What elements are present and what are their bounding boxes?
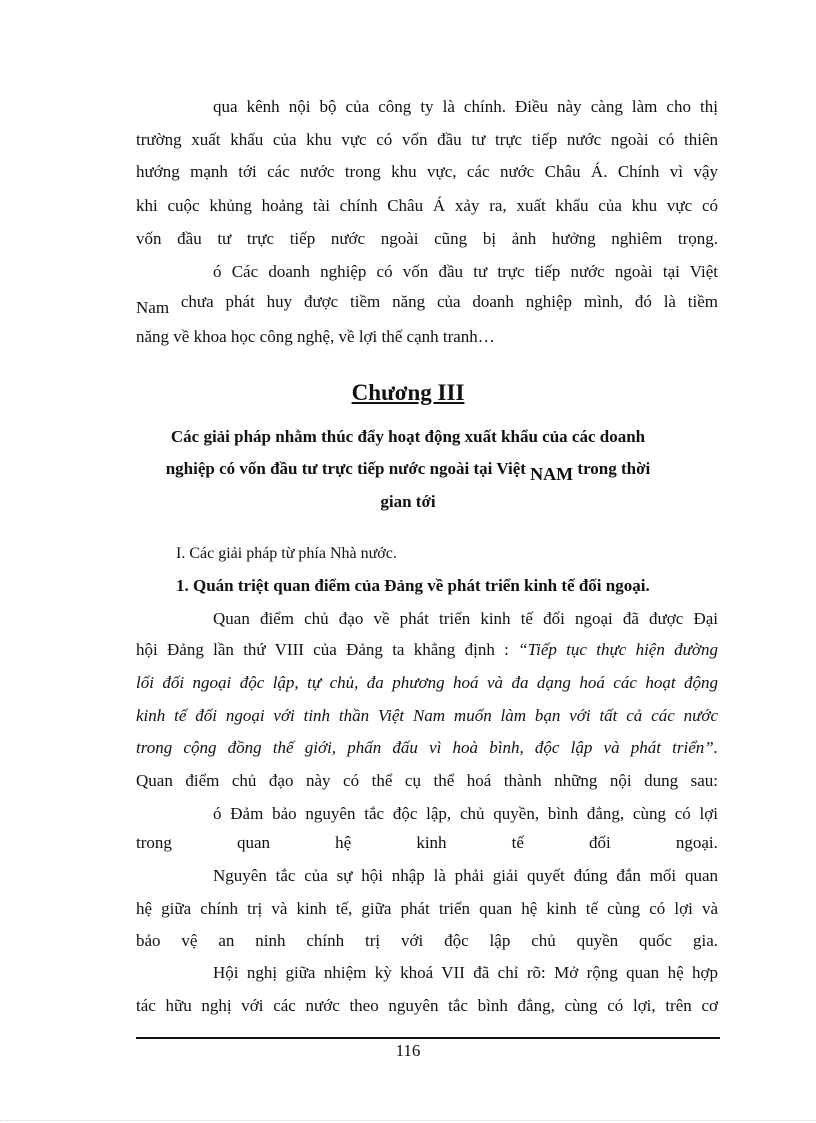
chapter-subtitle: Các giải pháp nhằm thúc đẩy hoạt động xuất khẩu của các doanh	[170, 427, 646, 446]
quote-text: “Tiếp tục thực hiện đường	[518, 640, 718, 659]
quote-line: lối đối ngoại độc lập, tự chủ, đa phương hoá và đa dạng hoá các hoạt động	[136, 673, 718, 692]
subtitle-text: nghiệp có vốn đầu tư trực tiếp nước ngoài tại Việt	[165, 459, 526, 478]
body-line: tác hữu nghị với các nước theo nguyên tắc bình đẳng, cùng có lợi, trên cơ	[136, 996, 718, 1015]
body-line: ó Các doanh nghiệp có vốn đầu tư trực tiếp nước ngoài tại Việt	[213, 262, 718, 281]
body-line: Nguyên tắc của sự hội nhập là phải giải quyết đúng đắn mối quan	[213, 866, 718, 885]
body-line: Hội nghị giữa nhiệm kỳ khoá VII đã chỉ rõ: Mở rộng quan hệ hợp	[213, 963, 718, 982]
word: ngoại.	[675, 833, 718, 852]
body-line	[136, 292, 719, 317]
body-line: trường xuất khẩu của khu vực có vốn đầu tư trực tiếp nước ngoài có thiên	[136, 130, 718, 149]
body-line: qua kênh nội bộ của công ty là chính. Điều này càng làm cho thị	[213, 97, 718, 116]
word: quan	[237, 833, 271, 852]
section-heading: I. Các giải pháp từ phía Nhà nước.	[176, 545, 397, 562]
quote-line: kinh tế đối ngoại với tinh thần Việt Nam muốn làm bạn với tất cả các nước	[136, 706, 718, 725]
footer-rule	[136, 1037, 720, 1039]
page-number: 116	[395, 1041, 421, 1060]
body-text: hội Đảng lần thứ VIII của Đảng ta khẳng định :	[136, 640, 509, 659]
word: đối	[589, 833, 611, 852]
quote-line: trong cộng đồng thế giới, phấn đấu vì hoà bình, độc lập và phát triển”.	[136, 738, 718, 757]
page-bottom-border	[0, 1120, 816, 1121]
body-line: bảo vệ an ninh chính trị với độc lập chủ quyền quốc gia.	[136, 931, 718, 950]
body-line: khi cuộc khủng hoảng tài chính Châu Á xảy ra, xuất khẩu của khu vực có	[136, 196, 718, 215]
subtitle-nam: NAM	[530, 464, 574, 484]
word: kinh	[416, 833, 447, 852]
subtitle-text: trong thời	[577, 459, 651, 478]
word: trong	[136, 833, 172, 852]
body-line: ó Đảm bảo nguyên tắc độc lập, chủ quyền, bình đẳng, cùng có lợi	[213, 804, 718, 823]
body-line: năng về khoa học công nghệ, về lợi thế cạnh tranh…	[136, 327, 495, 346]
chapter-subtitle: gian tới	[380, 492, 436, 511]
chapter-title: Chương III	[351, 380, 465, 405]
word: tế	[511, 833, 524, 852]
body-line: Quan điểm chủ đạo này có thể cụ thể hoá thành những nội dung sau:	[136, 771, 718, 790]
body-line-spread	[136, 833, 718, 853]
chapter-subtitle	[100, 458, 716, 484]
body-line: vốn đầu tư trực tiếp nước ngoài cũng bị ảnh hưởng nghiêm trọng.	[136, 229, 718, 248]
word: hệ	[335, 833, 352, 852]
body-line	[136, 640, 718, 660]
subsection-heading: 1. Quán triệt quan điểm của Đảng về phát triển kinh tế đối ngoại.	[176, 576, 650, 595]
body-line-rest: chưa phát huy được tiềm năng của doanh nghiệp mình, đó là tiềm	[180, 292, 719, 311]
body-line: hướng mạnh tới các nước trong khu vực, các nước Châu Á. Chính vì vậy	[136, 162, 718, 181]
body-line: Quan điểm chủ đạo về phát triển kinh tế đối ngoại đã được Đại	[213, 609, 718, 628]
nam-word: Nam	[136, 298, 170, 317]
body-line: hệ giữa chính trị và kinh tế, giữa phát triển quan hệ kinh tế cùng có lợi và	[136, 899, 718, 918]
